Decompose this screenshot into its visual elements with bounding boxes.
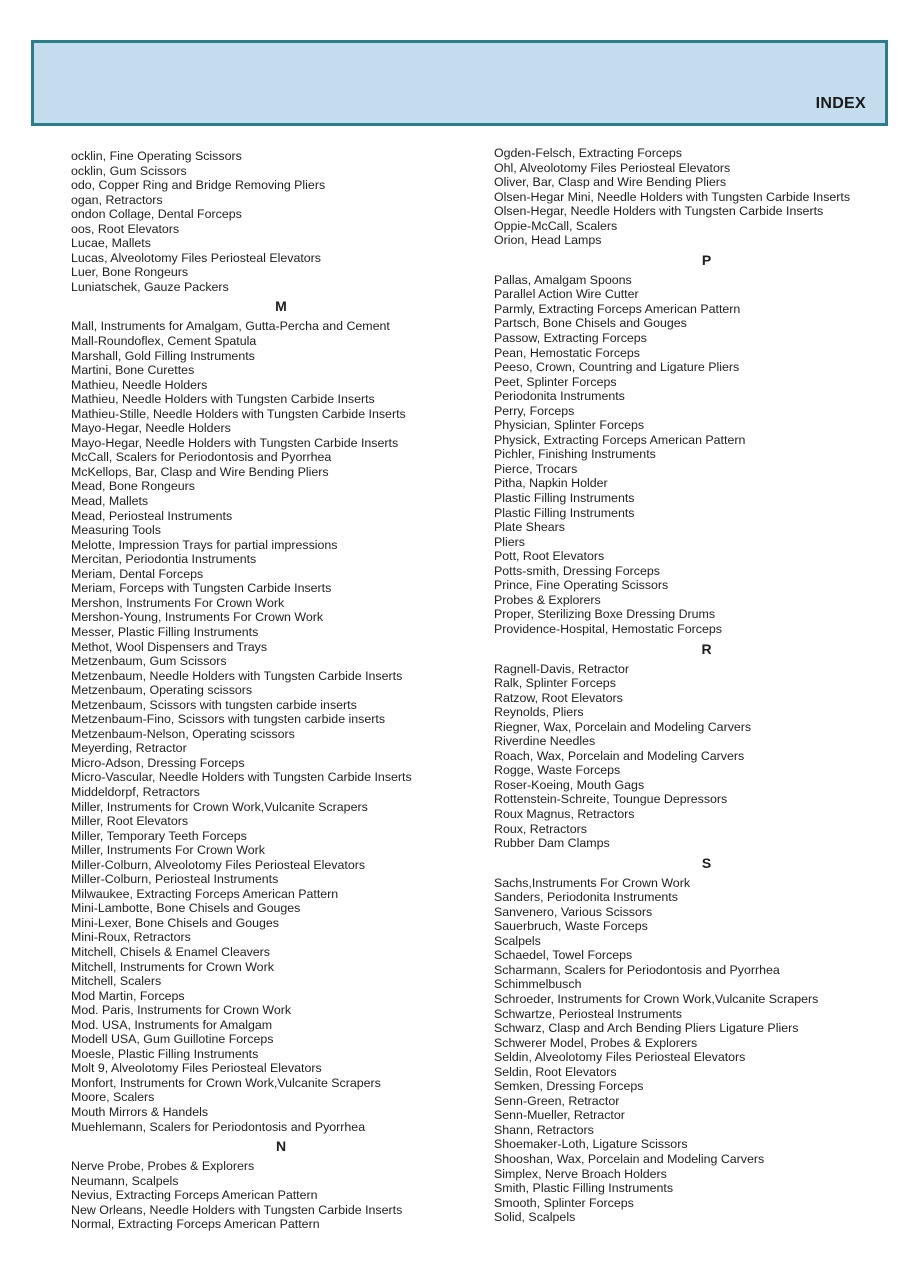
index-entry: Schroeder, Instruments for Crown Work,Vulcanite Scrapers [494,991,819,1006]
index-entry: Simplex, Nerve Broach Holders [494,1166,667,1181]
index-entry: Sachs,Instruments For Crown Work [494,875,691,890]
index-entry: Milwaukee, Extracting Forceps American Pattern [71,886,339,901]
index-entry: Perry, Forceps [494,403,575,418]
index-entry: Smooth, Splinter Forceps [494,1195,634,1210]
index-entry: Lucae, Mallets [71,236,151,251]
index-entry: Mitchell, Instruments for Crown Work [71,959,274,974]
index-entry: Pierce, Trocars [494,461,578,476]
index-entry: Peet, Splinter Forceps [494,374,617,389]
index-entry: Senn-Green, Retractor [494,1093,620,1108]
index-entry: Pichler, Finishing Instruments [494,447,656,462]
index-entry: Schwerer Model, Probes & Explorers [494,1035,698,1050]
index-entry: Ohl, Alveolotomy Files Periosteal Elevators [494,160,731,175]
index-entry: Proper, Sterilizing Boxe Dressing Drums [494,607,716,622]
index-entry: Miller, Instruments For Crown Work [71,843,265,858]
index-entry: Periodonita Instruments [494,389,625,404]
index-entry: Passow, Extracting Forceps [494,331,647,346]
index-entry: Seldin, Root Elevators [494,1064,617,1079]
index-entry: Olsen-Hegar Mini, Needle Holders with Tungsten Carbide Inserts [494,189,851,204]
index-entry: Modell USA, Gum Guillotine Forceps [71,1032,274,1047]
index-entry: Mercitan, Periodontia Instruments [71,552,257,567]
index-entry: Plastic Filling Instruments [494,505,635,520]
index-group-r [494,662,904,851]
index-entry: Sauerbruch, Waste Forceps [494,919,648,934]
index-entry: Ragnell-Davis, Retractor [494,661,629,676]
index-entry: Schimmelbusch [494,977,582,992]
index-entry: Mathieu, Needle Holders [71,377,208,392]
index-entry: Reynolds, Pliers [494,705,584,720]
index-entry: Prince, Fine Operating Scissors [494,578,669,593]
index-entry: Marshall, Gold Filling Instruments [71,348,255,363]
index-entry: McCall, Scalers for Periodontosis and Pyorrhea [71,450,332,465]
index-entry: Roser-Koeing, Mouth Gags [494,777,645,792]
index-entry: Mayo-Hegar, Needle Holders [71,421,231,436]
index-group-m [71,319,471,1134]
index-entry: Oliver, Bar, Clasp and Wire Bending Pliers [494,175,727,190]
index-entry: Metzenbaum, Gum Scissors [71,654,227,669]
index-entry: Mershon, Instruments For Crown Work [71,595,285,610]
index-entry: Schaedel, Towel Forceps [494,948,633,963]
index-entry: Mitchell, Scalers [71,974,162,989]
page-title: INDEX [815,95,866,112]
index-entry: Plate Shears [494,520,565,535]
index-entry: Riegner, Wax, Porcelain and Modeling Carvers [494,719,752,734]
index-entry: Roux, Retractors [494,821,587,836]
index-entry: Pitha, Napkin Holder [494,476,608,491]
index-entry: Miller-Colburn, Periosteal Instruments [71,872,279,887]
index-entry: Seldin, Alveolotomy Files Periosteal Elevators [494,1050,746,1065]
index-entry: Miller, Root Elevators [71,814,189,829]
index-group-o [494,146,904,248]
index-entry: Mitchell, Chisels & Enamel Cleavers [71,944,271,959]
index-entry: Sanders, Periodonita Instruments [494,890,678,905]
index-entry: Luer, Bone Rongeurs [71,265,189,280]
index-entry: oos, Root Elevators [71,221,180,236]
index-entry: Melotte, Impression Trays for partial impressions [71,537,338,552]
index-entry: ondon Collage, Dental Forceps [71,207,242,222]
index-entry: Mathieu-Stille, Needle Holders with Tungsten Carbide Inserts [71,406,406,421]
index-entry: Probes & Explorers [494,592,601,607]
index-group-l [71,149,471,294]
index-entry: Mouth Mirrors & Handels [71,1105,209,1119]
index-entry: Metzenbaum, Needle Holders with Tungsten Carbide Inserts [71,668,403,683]
index-entry: Ralk, Splinter Forceps [494,676,616,691]
index-entry: Middeldorpf, Retractors [71,784,200,799]
index-entry: Partsch, Bone Chisels and Gouges [494,316,687,331]
index-entry: Metzenbaum, Operating scissors [71,683,253,698]
index-entry: Moore, Scalers [71,1090,155,1105]
index-entry: Parmly, Extracting Forceps American Pattern [494,301,741,316]
index-entry: Olsen-Hegar, Needle Holders with Tungsten Carbide Inserts [494,204,824,219]
index-entry: Shann, Retractors [494,1122,594,1137]
right-index-column [494,146,904,1225]
index-entry: Miller, Instruments for Crown Work,Vulcanite Scrapers [71,799,368,814]
index-entry: Metzenbaum-Nelson, Operating scissors [71,726,295,741]
index-entry: Molt 9, Alveolotomy Files Periosteal Elevators [71,1061,322,1076]
index-entry: Moesle, Plastic Filling Instruments [71,1046,259,1061]
index-entry: Schwarz, Clasp and Arch Bending Pliers Ligature Pliers [494,1021,799,1036]
index-entry: Mini-Roux, Retractors [71,930,191,945]
index-entry: New Orleans, Needle Holders with Tungsten Carbide Inserts [71,1202,403,1217]
index-entry: Martini, Bone Curettes [71,363,195,378]
index-entry: Mayo-Hegar, Needle Holders with Tungsten Carbide Inserts [71,435,399,450]
index-entry: Mead, Bone Rongeurs [71,479,195,494]
index-entry: Miller, Temporary Teeth Forceps [71,828,247,843]
index-entry: ocklin, Fine Operating Scissors [71,149,242,163]
index-group-p [494,273,904,637]
index-entry: ogan, Retractors [71,192,163,207]
index-entry: Providence-Hospital, Hemostatic Forceps [494,621,722,636]
index-entry: Muehlemann, Scalers for Periodontosis and Pyorrhea [71,1119,366,1134]
index-entry: Shooshan, Wax, Porcelain and Modeling Carvers [494,1152,765,1166]
index-entry: Roach, Wax, Porcelain and Modeling Carvers [494,748,745,763]
index-entry: Mini-Lexer, Bone Chisels and Gouges [71,915,280,930]
index-entry: Pallas, Amalgam Spoons [494,272,632,287]
index-entry: McKellops, Bar, Clasp and Wire Bending Pliers [71,464,329,479]
index-entry: Luniatschek, Gauze Packers [71,279,229,294]
index-entry: Schwartze, Periosteal Instruments [494,1006,683,1021]
index-entry: Miller-Colburn, Alveolotomy Files Periosteal Elevators [71,857,366,872]
index-entry: Mod. Paris, Instruments for Crown Work [71,1003,292,1018]
index-entry: Mead, Mallets [71,494,149,509]
index-entry: Mall, Instruments for Amalgam, Gutta-Percha and Cement [71,319,390,334]
index-entry: Mini-Lambotte, Bone Chisels and Gouges [71,901,301,916]
index-entry: Ogden-Felsch, Extracting Forceps [494,146,683,160]
index-entry: Shoemaker-Loth, Ligature Scissors [494,1137,688,1152]
index-entry: Senn-Mueller, Retractor [494,1108,625,1123]
letter-heading-s: S [701,854,712,871]
index-entry: Scharmann, Scalers for Periodontosis and Pyorrhea [494,962,780,977]
index-entry: Neumann, Scalpels [71,1173,179,1188]
header-band [31,40,888,126]
index-entry: Smith, Plastic Filling Instruments [494,1181,674,1196]
index-entry: Lucas, Alveolotomy Files Periosteal Elevators [71,250,321,265]
index-entry: Roux Magnus, Retractors [494,806,635,821]
index-entry: Mead, Periosteal Instruments [71,508,233,523]
index-entry: Rottenstein-Schreite, Toungue Depressors [494,792,728,807]
index-entry: Mod. USA, Instruments for Amalgam [71,1017,273,1032]
index-entry: Metzenbaum-Fino, Scissors with tungsten carbide inserts [71,712,386,727]
index-entry: Micro-Adson, Dressing Forceps [71,755,245,770]
index-entry: Normal, Extracting Forceps American Pattern [71,1217,320,1232]
index-entry: Mershon-Young, Instruments For Crown Work [71,610,324,625]
letter-heading-n: N [275,1138,287,1155]
letter-heading-m: M [275,298,287,315]
index-entry: Solid, Scalpels [494,1210,576,1225]
index-entry: Peeso, Crown, Countring and Ligature Pliers [494,360,740,375]
index-entry: Riverdine Needles [494,734,596,749]
index-entry: Nevius, Extracting Forceps American Pattern [71,1188,318,1203]
left-index-column [71,149,471,1232]
index-entry: Metzenbaum, Scissors with tungsten carbide inserts [71,697,357,712]
index-entry: odo, Copper Ring and Bridge Removing Pliers [71,178,326,193]
index-entry: Physick, Extracting Forceps American Pattern [494,432,746,447]
index-entry: Monfort, Instruments for Crown Work,Vulcanite Scrapers [71,1075,381,1090]
index-entry: Meyerding, Retractor [71,741,187,756]
index-entry: Pott, Root Elevators [494,549,605,564]
index-entry: Micro-Vascular, Needle Holders with Tungsten Carbide Inserts [71,770,412,785]
index-entry: Pliers [494,534,525,549]
index-entry: Physician, Splinter Forceps [494,418,645,433]
index-entry: Rogge, Waste Forceps [494,763,621,778]
index-entry: Mall-Roundoflex, Cement Spatula [71,334,257,349]
index-entry: Methot, Wool Dispensers and Trays [71,639,268,654]
index-entry: Mod Martin, Forceps [71,988,185,1003]
index-entry: Ratzow, Root Elevators [494,690,623,705]
index-entry: Sanvenero, Various Scissors [494,904,653,919]
letter-heading-p: P [701,251,712,268]
index-entry: ocklin, Gum Scissors [71,163,187,178]
index-entry: Plastic Filling Instruments [494,491,635,506]
index-entry: Mathieu, Needle Holders with Tungsten Carbide Inserts [71,392,375,407]
index-entry: Pean, Hemostatic Forceps [494,345,640,360]
index-entry: Oppie-McCall, Scalers [494,218,618,233]
index-entry: Scalpels [494,933,541,948]
index-entry: Meriam, Dental Forceps [71,566,204,581]
index-entry: Orion, Head Lamps [494,233,602,248]
index-group-n [71,1159,471,1232]
index-entry: Potts-smith, Dressing Forceps [494,563,660,578]
index-entry: Meriam, Forceps with Tungsten Carbide Inserts [71,581,332,596]
index-entry: Semken, Dressing Forceps [494,1079,644,1094]
index-entry: Rubber Dam Clamps [494,836,610,851]
index-entry: Measuring Tools [71,523,161,538]
index-entry: Messer, Plastic Filling Instruments [71,624,259,639]
letter-heading-r: R [701,640,712,657]
index-group-s [494,876,904,1225]
index-entry: Nerve Probe, Probes & Explorers [71,1159,255,1174]
index-entry: Parallel Action Wire Cutter [494,287,639,302]
